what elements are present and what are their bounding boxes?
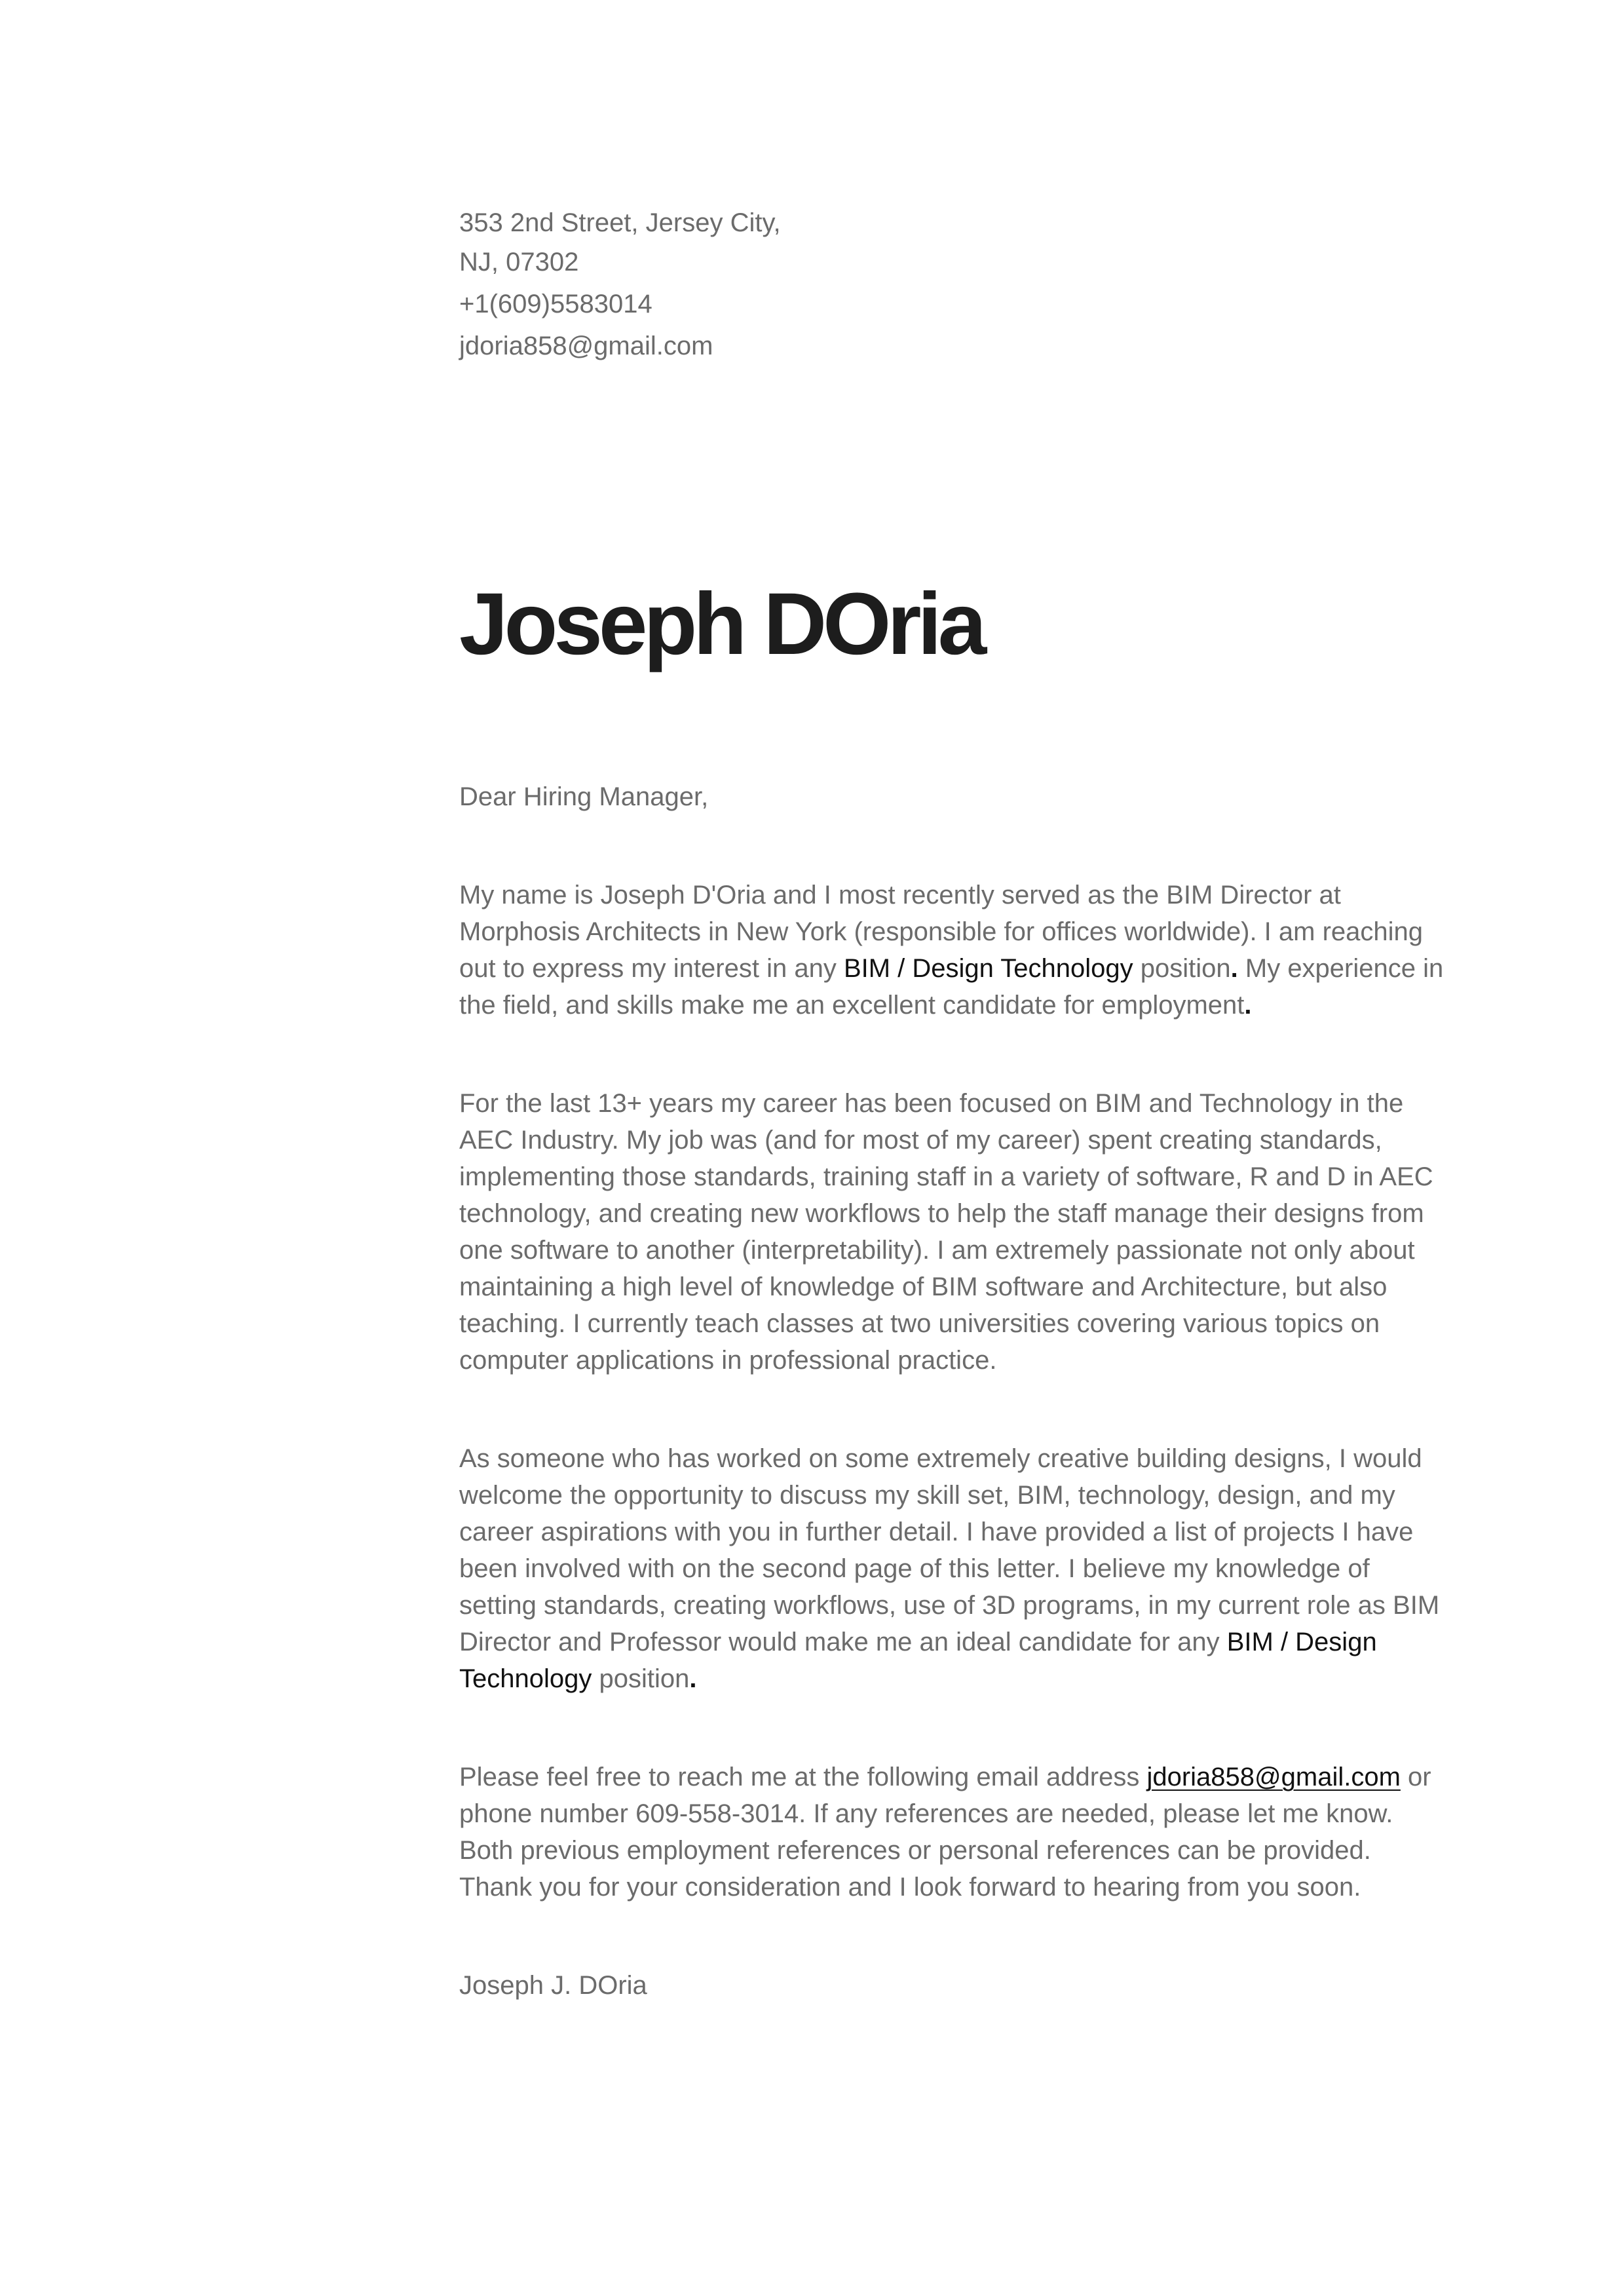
paragraph-opportunity-dot: .: [689, 1664, 697, 1693]
address-line-2: NJ, 07302: [459, 248, 579, 277]
position-highlight: BIM / Design Technology: [459, 1628, 1377, 1693]
paragraph-opportunity-text-1: As someone who has worked on some extremely creative building designs, I would welcome the opportunity to discuss my skill set, BIM, technology, design, and my career aspirations with you in further detail. I have provided a list of projects I have been involved with on the second page of this letter. I believe my knowledge of setting standards, creating workflows, use of 3D programs, in my current role as BIM Director and Professor would make me an ideal candidate for any: [459, 1444, 1440, 1656]
contact-block: [459, 203, 1448, 366]
signature: Joseph J. DOria: [459, 1971, 647, 2000]
email-link[interactable]: jdoria858@gmail.com: [1146, 1763, 1401, 1791]
paragraph-experience: For the last 13+ years my career has been focused on BIM and Technology in the AEC Industry. My job was (and for most of my career) spent creating standards, implementing those standards, training staff in a variety of software, R and D in AEC technology, and creating new workflows to help the staff manage their designs from one software to another (interpretability). I am extremely passionate not only about maintaining a high level of knowledge of BIM software and Architecture, but also teaching. I currently teach classes at two universities covering various topics on computer applications in professional practice.: [459, 1089, 1433, 1375]
phone-number: +1(609)5583014: [459, 290, 652, 318]
contact-email: jdoria858@gmail.com: [459, 332, 713, 360]
paragraph-intro-dot-1: .: [1230, 954, 1238, 983]
paragraph-intro: [459, 877, 1448, 1024]
paragraph-closing-text-1: Please feel free to reach me at the following email address: [459, 1763, 1147, 1791]
paragraph-closing-text-2: or phone number 609-558-3014. If any references are needed, please let me know. Both previous employment references or personal references can be provided. Thank you for your consideration and I look forward to hearing from you soon.: [459, 1763, 1431, 1902]
applicant-name: Joseph DOria: [459, 575, 983, 673]
paragraph-intro-text-2: position: [1133, 954, 1231, 983]
paragraph-opportunity: [459, 1440, 1448, 1697]
paragraph-opportunity-text-2: position: [592, 1664, 690, 1693]
position-highlight: BIM / Design Technology: [843, 954, 1133, 983]
letter-content: [459, 203, 1448, 2004]
paragraph-intro-text-3: My experience in the field, and skills make me an excellent candidate for employment: [459, 954, 1444, 1020]
paragraph-intro-text-1: My name is Joseph D'Oria and I most recently served as the BIM Director at Morphosis Architects in New York (responsible for offices worldwide). I am reaching out to express my interest in any: [459, 881, 1424, 983]
paragraph-closing: [459, 1759, 1448, 1905]
paragraph-intro-dot-2: .: [1244, 991, 1252, 1020]
salutation: Dear Hiring Manager,: [459, 782, 709, 811]
address-line-1: 353 2nd Street, Jersey City,: [459, 208, 781, 237]
